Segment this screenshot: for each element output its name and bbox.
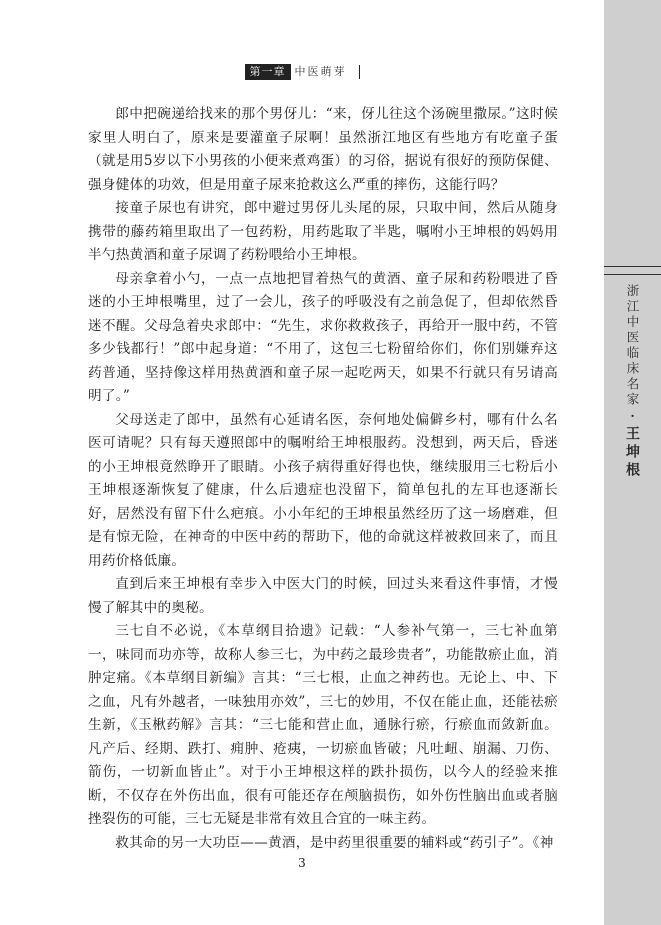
sidebar-name: 王坤根 <box>624 426 640 480</box>
sidebar-title <box>621 284 643 480</box>
body-text <box>88 103 558 855</box>
paragraph: 直到后来王坤根有幸步入中医大门的时候，回过头来看这件事情，才慢慢了解其中的奥秘。 <box>88 576 558 616</box>
sidebar-series: 浙江中医临床名家 <box>625 284 640 408</box>
sidebar-divider-bottom <box>604 274 661 275</box>
paragraph: 郎中把碗递给找来的那个男伢儿：“来，伢儿往这个汤碗里撒尿。”这时候家里人明白了，原来是要灌童子尿啊！虽然浙江地区有些地方有吃童子蛋（就是用5岁以下小男孩的小便来煮鸡蛋）的习俗，据说有很好的预防保健、强身健体的功效，但是用童子尿来抢救这么严重的摔伤，这能行吗？ <box>88 106 558 193</box>
paragraph: 父母送走了郎中，虽然有心延请名医，奈何地处偏僻乡村，哪有什么名医可请呢？只有每天遵照郎中的嘱咐给王坤根服药。没想到，两天后，昏迷的小王坤根竟然睁开了眼睛。小孩子病得重好得也快，继续服用三七粉后小王坤根逐渐恢复了健康，什么后遗症也没留下，简单包扎的左耳也逐渐长好，居然没有留下什么疤痕。小小年纪的王坤根虽然经历了这一场磨难，但是有惊无险，在神奇的中医中药的帮助下，他的命就这样被救回来了，而且用药价格低廉。 <box>88 411 558 569</box>
paragraph: 接童子尿也有讲究，郎中避过男伢儿头尾的尿，只取中间，然后从随身携带的藤药箱里取出了一包药粉，用药匙取了半匙，嘱咐小王坤根的妈妈用半勺热黄酒和童子尿调了药粉喂给小王坤根。 <box>88 200 558 263</box>
chapter-subtitle: 中医萌芽 <box>294 65 347 78</box>
paragraph: 母亲拿着小勺，一点一点地把冒着热气的黄酒、童子尿和药粉喂进了昏迷的小王坤根嘴里，过了一会儿，孩子的呼吸没有之前急促了，但却依然昏迷不醒。父母急着央求郎中：“先生，求你救救孩子，再给开一服中药，不管多少钱都行！”郎中起身道：“不用了，这包三七粉留给你们，你们别嫌弃这药普通，坚持像这样用热黄酒和童子尿一起吃两天，如果不行就只有另请高明了。” <box>88 270 558 404</box>
paragraph: 三七自不必说，《本草纲目拾遗》记载：“人参补气第一，三七补血第一，味同而功亦等，故称人参三七，为中药之最珍贵者”，功能散瘀止血，消肿定痛。《本草纲目新编》言其：“三七根，止血之神药也。无论上、中、下之血，凡有外越者，一味独用亦效”，三七的妙用，不仅在能止血，还能祛瘀生新，《玉楸药解》言其：“三七能和营止血，通脉行瘀，行瘀血而敛新血。凡产后、经期、跌打、痈肿、疮痍，一切瘀血皆破；凡吐衄、崩漏、刀伤、箭伤，一切新血皆止”。对于小王坤根这样的跌扑损伤，以今人的经验来推断，不仅存在外伤出血，很有可能还存在颅脑损伤，如外伤性脑出血或者脑挫裂伤的可能，三七无疑是非常有效且合宜的一味主药。 <box>88 623 558 827</box>
chapter-label: 第一章 <box>245 64 291 80</box>
sidebar-divider-top <box>604 266 661 267</box>
running-header <box>0 64 604 80</box>
paragraph: 救其命的另一大功臣——黄酒，是中药里很重要的辅料或“药引子”。《神 <box>115 834 554 851</box>
header-bar <box>359 65 360 79</box>
page-number: 3 <box>298 856 306 870</box>
sidebar-dot: · <box>625 408 640 426</box>
